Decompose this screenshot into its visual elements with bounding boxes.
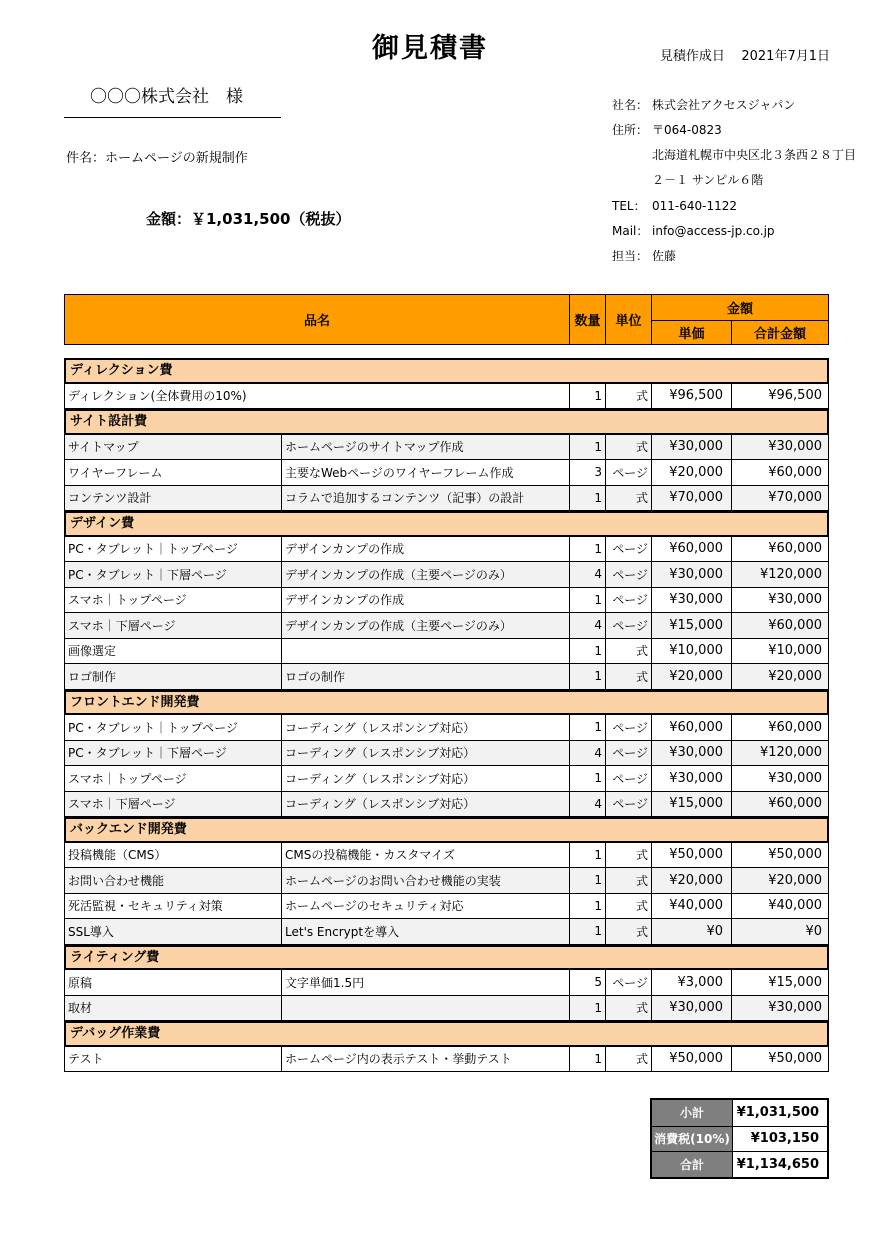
company-info-row	[612, 246, 676, 266]
item-unit: 式	[605, 1047, 651, 1072]
item-total: ¥10,000	[731, 639, 830, 664]
item-total: ¥60,000	[731, 613, 830, 638]
item-unit-price: ¥0	[651, 919, 731, 944]
table-row	[64, 664, 829, 690]
item-total: ¥30,000	[731, 996, 830, 1021]
item-total: ¥20,000	[731, 868, 830, 893]
item-quantity: 1	[569, 588, 605, 613]
item-description: コラムで追加するコンテンツ（記事）の設計	[281, 486, 569, 511]
item-unit-price: ¥20,000	[651, 664, 731, 689]
summary-value: ¥103,150	[750, 1131, 819, 1147]
item-description	[281, 639, 569, 664]
item-quantity: 4	[569, 792, 605, 817]
summary-box	[650, 1098, 829, 1179]
summary-value: ¥1,134,650	[736, 1156, 819, 1172]
item-description: デザインカンプの作成	[281, 537, 569, 562]
section-header-row: サイト設計費	[64, 409, 829, 435]
item-name: 画像選定	[68, 644, 117, 659]
section-header-row: ライティング費	[64, 945, 829, 971]
item-quantity: 4	[569, 613, 605, 638]
item-total: ¥60,000	[731, 537, 830, 562]
item-unit-price: ¥30,000	[651, 435, 731, 460]
item-name: サイトマップ	[68, 440, 139, 455]
item-quantity: 1	[569, 894, 605, 919]
item-name: PC・タブレット｜下層ページ	[68, 567, 227, 582]
company-info-value: 株式会社アクセスジャパン	[652, 98, 796, 112]
item-description: CMSの投稿機能・カスタマイズ	[281, 843, 569, 868]
item-unit-price: ¥50,000	[651, 843, 731, 868]
item-unit: ページ	[605, 970, 651, 995]
item-unit-price: ¥30,000	[651, 996, 731, 1021]
item-unit-price: ¥60,000	[651, 537, 731, 562]
header-total: 合計金額	[731, 320, 828, 344]
item-unit: ページ	[605, 460, 651, 485]
item-description: コーディング（レスポンシブ対応）	[281, 741, 569, 766]
table-row	[64, 843, 829, 869]
header-amount: 金額	[651, 295, 828, 320]
item-quantity: 1	[569, 919, 605, 944]
item-name: SSL導入	[68, 924, 114, 939]
header-unit: 単位	[605, 295, 651, 344]
table-row	[64, 868, 829, 894]
company-info-value: ２－１ サンピル６階	[652, 173, 764, 187]
item-quantity: 1	[569, 715, 605, 740]
item-unit-price: ¥3,000	[651, 970, 731, 995]
item-unit: ページ	[605, 741, 651, 766]
table-row	[64, 741, 829, 767]
item-name: コンテンツ設計	[68, 491, 152, 506]
item-unit: 式	[605, 639, 651, 664]
item-quantity: 1	[569, 384, 605, 409]
table-row	[64, 970, 829, 996]
item-unit-price: ¥30,000	[651, 588, 731, 613]
summary-label: 合計	[652, 1152, 733, 1177]
item-total: ¥0	[731, 919, 830, 944]
issue-date-value: 2021年7月1日	[741, 49, 830, 64]
item-unit: 式	[605, 486, 651, 511]
section-header-row: デバッグ作業費	[64, 1021, 829, 1047]
section-header-row: フロントエンド開発費	[64, 690, 829, 716]
item-total: ¥96,500	[731, 384, 830, 409]
client-underline	[64, 117, 281, 118]
item-description: 主要なWebページのワイヤーフレーム作成	[281, 460, 569, 485]
item-total: ¥70,000	[731, 486, 830, 511]
item-description: ホームページのサイトマップ作成	[281, 435, 569, 460]
item-unit: 式	[605, 384, 651, 409]
item-quantity: 1	[569, 639, 605, 664]
item-unit: ページ	[605, 562, 651, 587]
item-description: ホームページ内の表示テスト・挙動テスト	[281, 1047, 569, 1072]
table-row	[64, 919, 829, 945]
item-total: ¥50,000	[731, 843, 830, 868]
item-unit-price: ¥15,000	[651, 613, 731, 638]
item-description: ホームページのセキュリティ対応	[281, 894, 569, 919]
item-description: コーディング（レスポンシブ対応）	[281, 715, 569, 740]
table-row	[64, 537, 829, 563]
item-quantity: 1	[569, 486, 605, 511]
item-total: ¥60,000	[731, 792, 830, 817]
item-name: スマホ｜トップページ	[68, 593, 187, 608]
item-unit-price: ¥30,000	[651, 766, 731, 791]
item-unit: 式	[605, 919, 651, 944]
company-info-row	[612, 95, 795, 115]
item-unit-price: ¥10,000	[651, 639, 731, 664]
item-unit: 式	[605, 996, 651, 1021]
company-info-value: 011-640-1122	[652, 199, 738, 213]
company-info-value: 佐藤	[652, 249, 677, 263]
item-total: ¥40,000	[731, 894, 830, 919]
item-unit: ページ	[605, 613, 651, 638]
item-name: ロゴ制作	[68, 669, 117, 684]
table-row	[64, 894, 829, 920]
item-quantity: 4	[569, 741, 605, 766]
item-quantity: 1	[569, 537, 605, 562]
table-row	[64, 613, 829, 639]
table-header	[64, 294, 829, 345]
summary-row	[652, 1126, 827, 1152]
company-info-value: 北海道札幌市中央区北３条西２８丁目	[652, 148, 857, 162]
item-name: スマホ｜下層ページ	[68, 618, 176, 633]
table-row	[64, 460, 829, 486]
company-info-value: 〒064-0823	[652, 123, 722, 137]
document-title: 御見積書	[372, 33, 488, 64]
item-quantity: 1	[569, 435, 605, 460]
table-row	[64, 639, 829, 665]
item-description: デザインカンプの作成	[281, 588, 569, 613]
item-description: ロゴの制作	[281, 664, 569, 689]
item-name: 投稿機能（CMS）	[68, 848, 167, 863]
section-header-row: ディレクション費	[64, 358, 829, 384]
item-total: ¥30,000	[731, 435, 830, 460]
subject: 件名：ホームページの新規制作	[66, 151, 248, 166]
item-name: 死活監視・セキュリティ対策	[68, 899, 223, 914]
item-quantity: 1	[569, 1047, 605, 1072]
item-quantity: 1	[569, 766, 605, 791]
item-total: ¥20,000	[731, 664, 830, 689]
company-info-label: 住所：	[612, 123, 649, 137]
item-unit: 式	[605, 843, 651, 868]
item-total: ¥120,000	[731, 562, 830, 587]
company-info-row	[612, 170, 763, 190]
summary-row	[652, 1100, 827, 1126]
item-description: コーディング（レスポンシブ対応）	[281, 766, 569, 791]
item-unit-price: ¥60,000	[651, 715, 731, 740]
item-name: お問い合わせ機能	[68, 873, 165, 888]
section-header-row: バックエンド開発費	[64, 817, 829, 843]
item-quantity: 1	[569, 664, 605, 689]
company-info-row	[612, 145, 856, 165]
table-row	[64, 766, 829, 792]
item-total: ¥60,000	[731, 715, 830, 740]
item-description: コーディング（レスポンシブ対応）	[281, 792, 569, 817]
item-quantity: 1	[569, 996, 605, 1021]
table-row	[64, 562, 829, 588]
item-unit: ページ	[605, 588, 651, 613]
item-total: ¥60,000	[731, 460, 830, 485]
item-unit-price: ¥30,000	[651, 741, 731, 766]
table-row	[64, 435, 829, 461]
table-row	[64, 1047, 829, 1073]
company-info-row	[612, 221, 775, 241]
header-unit-price: 単価	[651, 320, 731, 344]
table-row	[64, 792, 829, 818]
item-quantity: 4	[569, 562, 605, 587]
table-row	[64, 715, 829, 741]
item-name: ワイヤーフレーム	[68, 465, 163, 480]
client-name: 〇〇〇株式会社 様	[90, 87, 243, 107]
table-row	[64, 384, 829, 410]
item-unit: ページ	[605, 537, 651, 562]
item-description: Let's Encryptを導入	[281, 919, 569, 944]
issue-date	[600, 45, 830, 64]
item-name: ディレクション(全体費用の10%)	[68, 389, 247, 404]
table-row	[64, 996, 829, 1022]
item-quantity: 5	[569, 970, 605, 995]
item-total: ¥120,000	[731, 741, 830, 766]
company-info-row	[612, 120, 722, 140]
item-total: ¥30,000	[731, 766, 830, 791]
item-unit: 式	[605, 435, 651, 460]
item-unit-price: ¥96,500	[651, 384, 731, 409]
item-unit: ページ	[605, 766, 651, 791]
item-total: ¥15,000	[731, 970, 830, 995]
summary-row	[652, 1151, 827, 1177]
total-amount: 金額：￥1,031,500（税抜）	[146, 210, 351, 228]
item-unit-price: ¥70,000	[651, 486, 731, 511]
item-unit: 式	[605, 868, 651, 893]
item-quantity: 1	[569, 843, 605, 868]
company-info-label: Mail：	[612, 224, 649, 238]
item-description: 文字単価1.5円	[281, 970, 569, 995]
item-description: デザインカンプの作成（主要ページのみ）	[281, 613, 569, 638]
item-name: 取材	[68, 1001, 93, 1016]
item-name: スマホ｜下層ページ	[68, 797, 176, 812]
summary-label: 消費税(10%)	[652, 1127, 733, 1152]
company-info-label: TEL：	[612, 199, 646, 213]
item-description: デザインカンプの作成（主要ページのみ）	[281, 562, 569, 587]
item-name: テスト	[68, 1052, 104, 1067]
table-row	[64, 486, 829, 512]
item-name: PC・タブレット｜トップページ	[68, 720, 238, 735]
issue-date-label: 見積作成日	[659, 49, 725, 64]
item-quantity: 1	[569, 868, 605, 893]
item-name: スマホ｜トップページ	[68, 771, 187, 786]
header-name: 品名	[303, 314, 330, 329]
item-total: ¥50,000	[731, 1047, 830, 1072]
item-quantity: 3	[569, 460, 605, 485]
item-unit-price: ¥40,000	[651, 894, 731, 919]
item-unit: 式	[605, 894, 651, 919]
item-unit: ページ	[605, 715, 651, 740]
item-description	[281, 996, 569, 1021]
item-total: ¥30,000	[731, 588, 830, 613]
item-unit-price: ¥20,000	[651, 460, 731, 485]
item-description: ホームページのお問い合わせ機能の実装	[281, 868, 569, 893]
item-name: 原稿	[68, 975, 93, 990]
item-name: PC・タブレット｜下層ページ	[68, 746, 227, 761]
company-info-value: info@access-jp.co.jp	[652, 224, 775, 238]
company-info-label: 担当：	[612, 249, 649, 263]
table-row	[64, 588, 829, 614]
item-unit: ページ	[605, 792, 651, 817]
company-info-row	[612, 196, 737, 216]
item-name: PC・タブレット｜トップページ	[68, 542, 238, 557]
summary-label: 小計	[652, 1100, 733, 1126]
item-unit: 式	[605, 664, 651, 689]
summary-value: ¥1,031,500	[736, 1105, 819, 1121]
item-unit-price: ¥30,000	[651, 562, 731, 587]
company-info-label: 社名：	[612, 98, 649, 112]
item-unit-price: ¥20,000	[651, 868, 731, 893]
item-unit-price: ¥15,000	[651, 792, 731, 817]
item-unit-price: ¥50,000	[651, 1047, 731, 1072]
section-header-row: デザイン費	[64, 511, 829, 537]
header-qty: 数量	[569, 295, 605, 344]
